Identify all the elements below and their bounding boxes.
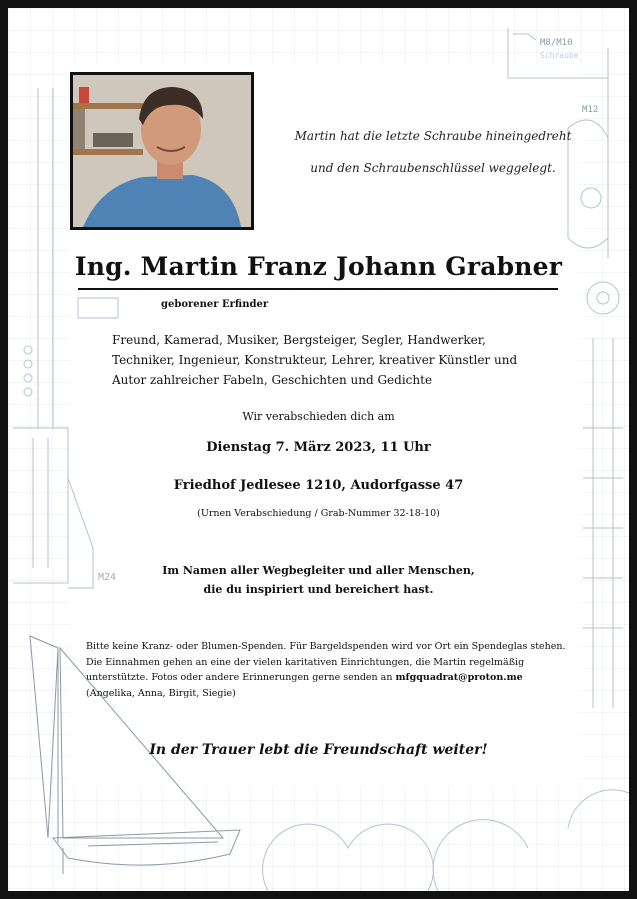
- request-text: Bitte keine Kranz- oder Blumen-Spenden. Für Bargeldspenden wird vor Ort ein Spendeglas stehen. Die Einnahmen gehen an eine der vielen karitativen Einrichtungen, die Martin regelmäßig unterstützte. Fotos oder andere Erinnerungen gerne senden an: [86, 641, 566, 683]
- deceased-name: Ing. Martin Franz Johann Grabner: [74, 252, 563, 281]
- closing-line: In der Trauer lebt die Freundschaft weiter!: [149, 742, 488, 758]
- quote: [263, 120, 603, 184]
- label-m24: M24: [98, 572, 117, 583]
- farewell-date: Dienstag 7. März 2023, 11 Uhr: [206, 440, 431, 455]
- farewell-note: (Urnen Verabschiedung / Grab-Nummer 32-18-10): [197, 508, 440, 519]
- farewell-place: Friedhof Jedlesee 1210, Audorfgasse 47: [173, 478, 464, 493]
- dedication-line-1: Im Namen aller Wegbegleiter und aller Menschen,: [162, 564, 475, 577]
- subtitle: geborener Erfinder: [161, 299, 269, 310]
- dedication-line-2: die du inspiriert und bereichert hast.: [203, 583, 434, 596]
- portrait-photo: [70, 72, 254, 230]
- donation-request: [86, 639, 576, 701]
- roles-text: Freund, Kamerad, Musiker, Bergsteiger, Segler, Handwerker, Techniker, Ingenieur, Konstrukteur, Lehrer, kreativer Künstler und Autor zahlreicher Fabeln, Geschichten und Gedichte: [112, 333, 518, 387]
- label-m8m10: M8/M10: [540, 38, 573, 48]
- label-schraube: Schraube: [540, 51, 579, 60]
- quote-line-2: und den Schraubenschlüssel weggelegt.: [310, 161, 556, 175]
- name-divider: [78, 288, 558, 290]
- quote-line-1: Martin hat die letzte Schraube hineingedreht: [294, 129, 572, 143]
- dedication: [8, 561, 629, 599]
- signers: (Angelika, Anna, Birgit, Siegie): [86, 687, 236, 699]
- farewell-intro: Wir verabschieden dich am: [242, 410, 395, 423]
- label-m12: M12: [582, 105, 599, 115]
- contact-email[interactable]: mfgquadrat@proton.me: [395, 672, 523, 683]
